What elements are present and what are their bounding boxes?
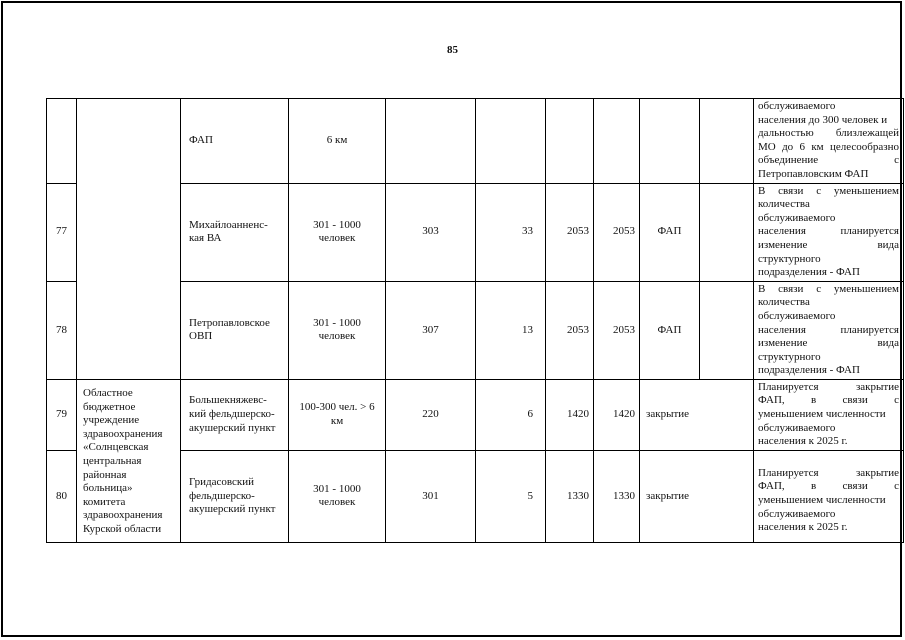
- facility-type: [640, 99, 700, 184]
- pop-line: человек: [318, 496, 356, 509]
- name-line: Большекняжевс-: [189, 394, 267, 407]
- institution-line: «Солнцевская: [83, 441, 149, 454]
- row-number: 78: [47, 281, 77, 379]
- name-line: Петропавловское: [189, 316, 270, 329]
- note-line: В связи с уменьшением: [758, 282, 899, 295]
- note-line: структурного: [758, 252, 821, 265]
- note-line: обслуживаемого: [758, 211, 836, 224]
- value-cell: 1420: [546, 379, 594, 450]
- value-cell: 1330: [546, 450, 594, 542]
- value-cell: 301: [386, 450, 476, 542]
- facility-name: ФАП: [181, 99, 289, 184]
- value-cell: 6: [476, 379, 546, 450]
- facility-name: [181, 450, 289, 542]
- pop-line: человек: [318, 232, 356, 245]
- value-cell: 2053: [546, 281, 594, 379]
- value-cell: [546, 99, 594, 184]
- population-range: 6 км: [289, 99, 386, 184]
- value-cell: 2053: [594, 183, 640, 281]
- value-cell: 2053: [594, 281, 640, 379]
- institution-line: здравоохранения: [83, 509, 163, 522]
- facilities-table: [46, 98, 904, 543]
- value-cell: 303: [386, 183, 476, 281]
- value-cell: 1330: [594, 450, 640, 542]
- note-line: населения планируется: [758, 323, 899, 336]
- pop-line: 301 - 1000: [313, 218, 361, 231]
- value-cell: [476, 99, 546, 184]
- note-line: Планируется закрытие: [758, 466, 899, 479]
- value-cell: 33: [476, 183, 546, 281]
- page-number: 85: [447, 44, 458, 56]
- institution-line: бюджетное: [83, 400, 136, 413]
- facility-type: закрытие: [640, 379, 754, 450]
- facility-name: [181, 379, 289, 450]
- facility-type: закрытие: [640, 450, 754, 542]
- note-cell: [754, 281, 904, 379]
- value-cell: [594, 99, 640, 184]
- note-line: ФАП, в связи с: [758, 394, 899, 407]
- note-line: ФАП, в связи с: [758, 480, 899, 493]
- pop-line: 301 - 1000: [313, 316, 361, 329]
- note-line: обслуживаемого: [758, 309, 836, 322]
- row-number: 80: [47, 450, 77, 542]
- note-cell: [754, 379, 904, 450]
- note-line: обслуживаемого: [758, 507, 836, 520]
- note-line: населения к 2025 г.: [758, 521, 848, 534]
- table-row: [47, 379, 904, 450]
- row-number: 77: [47, 183, 77, 281]
- empty-cell: [700, 99, 754, 184]
- institution-line: больница»: [83, 482, 133, 495]
- note-line: населения планируется: [758, 225, 899, 238]
- note-line: уменьшением численности: [758, 494, 886, 507]
- note-line: населения до 300 человек и: [758, 113, 888, 126]
- table-row: [47, 99, 904, 184]
- value-cell: 220: [386, 379, 476, 450]
- note-line: обслуживаемого: [758, 100, 836, 112]
- note-line: подразделения - ФАП: [758, 266, 860, 279]
- name-line: фельдшерско-: [189, 489, 255, 502]
- note-line: изменение вида: [758, 238, 899, 251]
- facility-type: ФАП: [640, 281, 700, 379]
- institution-cell-empty: [77, 99, 181, 380]
- name-line: Михайлоанненс-: [189, 218, 268, 231]
- note-line: изменение вида: [758, 337, 899, 350]
- note-cell: [754, 99, 904, 184]
- row-number: 79: [47, 379, 77, 450]
- name-line: кая ВА: [189, 232, 222, 245]
- value-cell: [386, 99, 476, 184]
- empty-cell: [700, 183, 754, 281]
- note-line: структурного: [758, 350, 821, 363]
- note-cell: [754, 450, 904, 542]
- empty-cell: [700, 281, 754, 379]
- institution-name: [77, 379, 181, 542]
- name-line: Гридасовский: [189, 475, 255, 488]
- pop-line: 100-300 чел. > 6: [299, 401, 375, 414]
- note-line: объединение с: [758, 154, 899, 167]
- value-cell: 2053: [546, 183, 594, 281]
- name-line: акушерский пункт: [189, 503, 276, 516]
- value-cell: 307: [386, 281, 476, 379]
- note-line: количества: [758, 296, 810, 309]
- note-line: обслуживаемого: [758, 421, 836, 434]
- value-cell: 1420: [594, 379, 640, 450]
- population-range: [289, 450, 386, 542]
- pop-line: человек: [318, 330, 356, 343]
- name-line: акушерский пункт: [189, 421, 276, 434]
- note-cell: [754, 183, 904, 281]
- population-range: [289, 183, 386, 281]
- note-line: Петропавловским ФАП: [758, 167, 869, 180]
- name-line: кий фельдшерско-: [189, 408, 275, 421]
- facility-name: [181, 183, 289, 281]
- note-line: В связи с уменьшением: [758, 184, 899, 197]
- note-line: подразделения - ФАП: [758, 364, 860, 377]
- value-cell: 5: [476, 450, 546, 542]
- note-line: уменьшением численности: [758, 408, 886, 421]
- name-line: ОВП: [189, 330, 213, 343]
- population-range: [289, 379, 386, 450]
- institution-line: Областное: [83, 387, 133, 400]
- population-range: [289, 281, 386, 379]
- institution-line: центральная: [83, 455, 142, 468]
- note-line: Планируется закрытие: [758, 380, 899, 393]
- pop-line: км: [330, 414, 344, 427]
- facility-name: [181, 281, 289, 379]
- note-line: МО до 6 км целесообразно: [758, 140, 899, 153]
- institution-line: Курской области: [83, 523, 162, 536]
- pop-line: 301 - 1000: [313, 482, 361, 495]
- note-line: количества: [758, 198, 810, 211]
- institution-line: здравоохранения: [83, 427, 163, 440]
- note-line: дальностью близлежащей: [758, 127, 899, 140]
- facility-type: ФАП: [640, 183, 700, 281]
- institution-line: районная: [83, 468, 127, 481]
- row-number: [47, 99, 77, 184]
- note-line: населения к 2025 г.: [758, 435, 848, 448]
- institution-line: учреждение: [83, 414, 140, 427]
- institution-line: комитета: [83, 495, 126, 508]
- value-cell: 13: [476, 281, 546, 379]
